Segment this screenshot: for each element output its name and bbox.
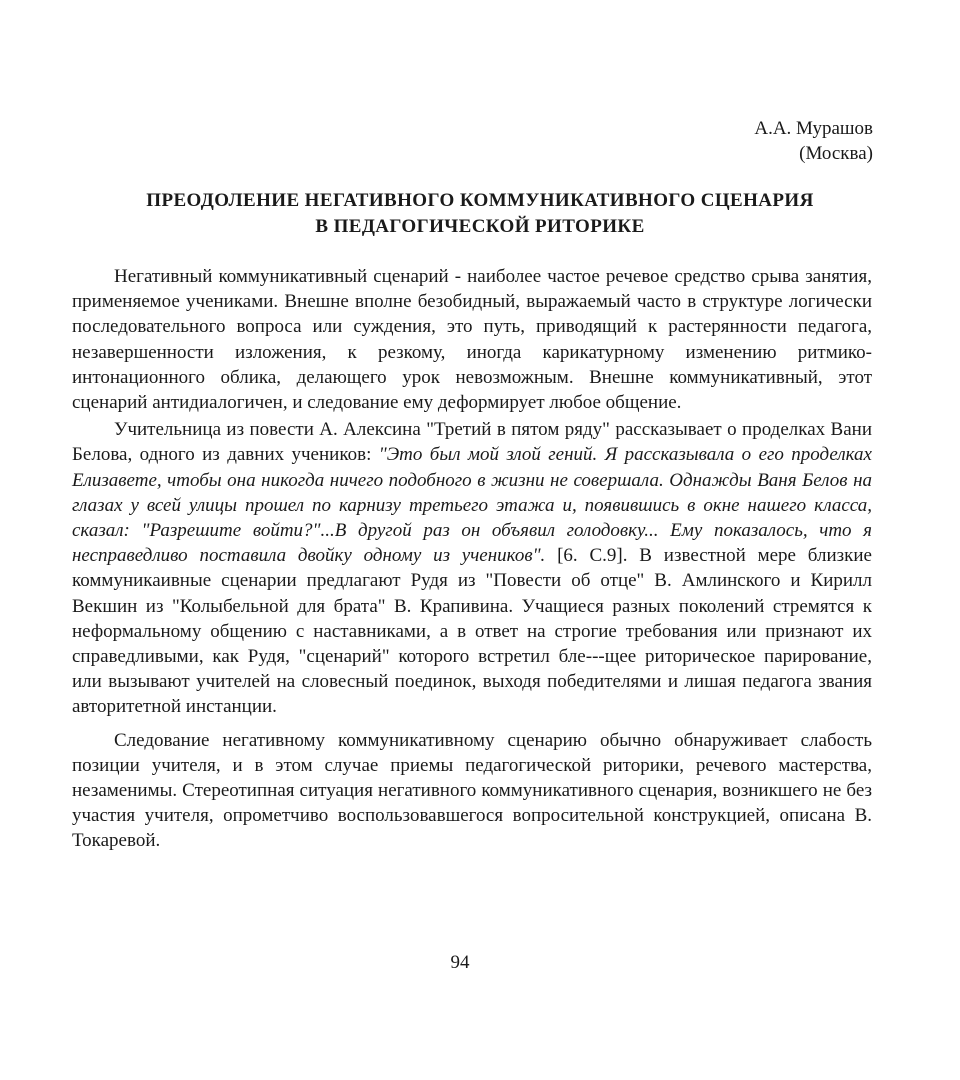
article-body (72, 264, 872, 854)
title-line-1: ПРЕОДОЛЕНИЕ НЕГАТИВНОГО КОММУНИКАТИВНОГО СЦЕНАРИЯ (146, 190, 814, 211)
title-line-2: В ПЕДАГОГИЧЕСКОЙ РИТОРИКЕ (315, 216, 645, 237)
author-block (754, 116, 873, 166)
paragraph-3: Следование негативному коммуникативному сценарию обычно обнаруживает слабость позиции учителя, и в этом случае приемы педагогической риторики, речевого мастерства, незаменимы. Стереотипная ситуация негативного коммуникативного сценария, возникшего не без участия учителя, опрометчиво воспользовавшегося вопросительной конструкцией, описана В. Токаревой. (72, 729, 872, 852)
author-city: (Москва) (799, 143, 873, 164)
page-number: 94 (450, 952, 470, 973)
paragraph-2 (72, 417, 872, 719)
paragraph-1: Негативный коммуникативный сценарий - наиболее частое речевое средство срыва занятия, применяемое учениками. Внешне вполне безобидный, выражаемый часто в структуре логически последовательного вопроса или суждения, это путь, приводящий к растерянности педагога, незавершенности изложения, к резкому, иногда карикатурному изменению ритмико-интонационного облика, делающего урок невозможным. Внешне коммуникативный, этот сценарий антидиалогичен, и следование ему деформирует любое общение. (72, 266, 872, 414)
paragraph-2-rest: [6. С.9]. В известной мере близкие коммуникаивные сценарии предлагают Рудя из "Повести об отце" В. Амлинского и Кирилл Векшин из "Колыбельной для брата" В. Крапивина. Учащиеся разных поколений стремятся к неформальному общению с наставниками, а в ответ на строгие требования или признают их справедливыми, как Рудя, "сценарий" которого встретил бле---щее риторическое парирование, или вызывают учителей на словесный поединок, выходя победителями и лишая педагога звания авторитетной инстанции. (72, 545, 872, 718)
author-name: А.А. Мурашов (754, 118, 873, 139)
article-title (70, 188, 890, 240)
paragraph-2-quote: "Это был мой злой гений. Я рассказывала о его проделках Елизавете, чтобы она никогда ничего подобного в жизни не совершала. Однажды Ваня Белов на глазах у всей улицы прошел по карнизу третьего этажа и, появившись в окне нашего класса, сказал: "Разрешите войти?"...В другой раз он объявил голодовку... Ему показалось, что я несправедливо поставила двойку одному из учеников". (72, 444, 872, 567)
paragraph-2-intro: Учительница из повести А. Алексина "Третий в пятом ряду" рассказывает о проделках Вани Белова, одного из давних учеников: (72, 419, 872, 466)
